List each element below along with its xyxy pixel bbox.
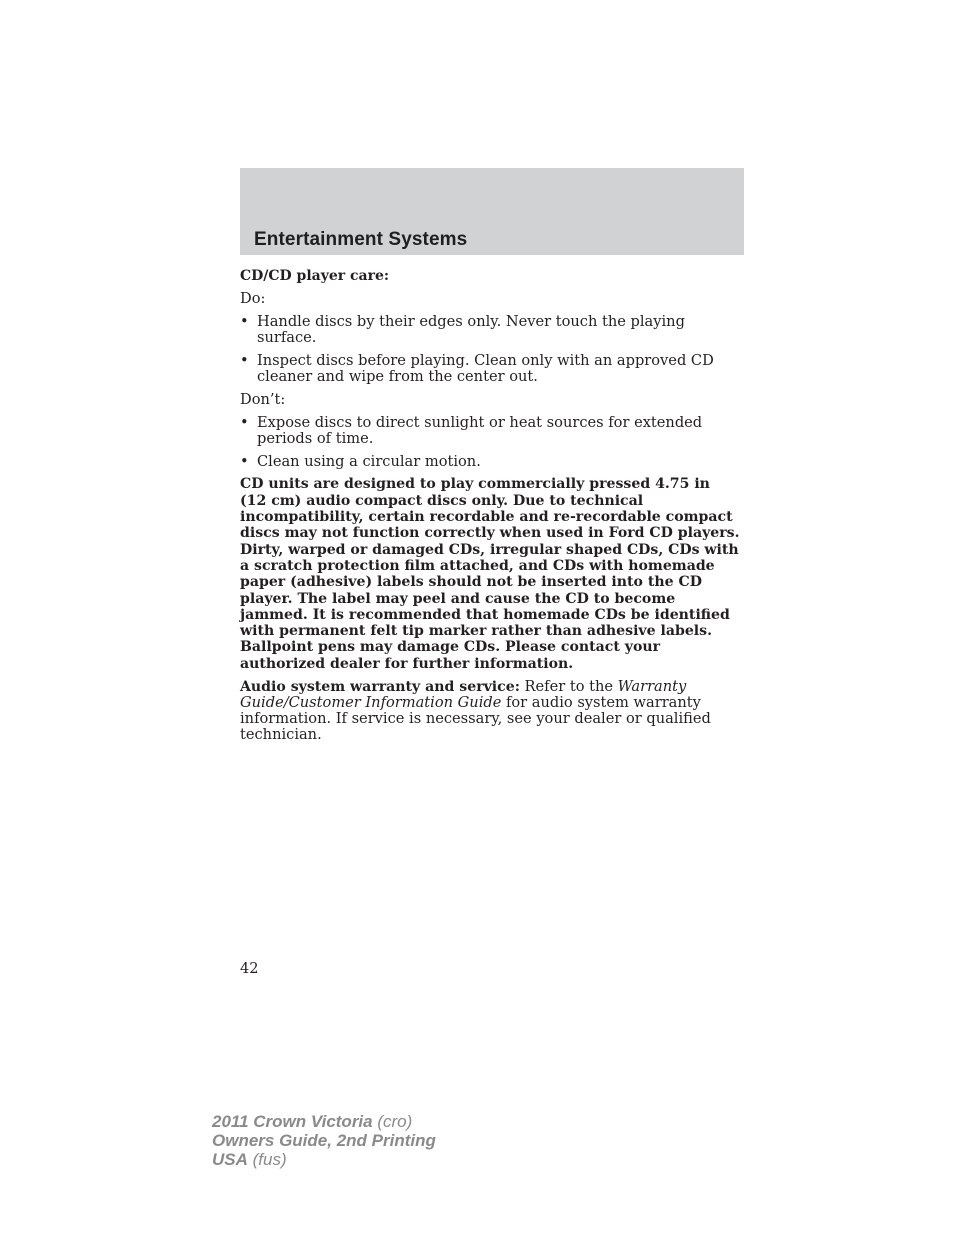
page-number: 42	[240, 960, 259, 977]
warranty-text-before: Refer to the	[519, 677, 618, 695]
do-label: Do:	[240, 289, 266, 307]
do-list	[240, 314, 740, 386]
cd-compatibility-warning: CD units are designed to play commercially pressed 4.75 in (12 cm) audio compact discs only. Due to technical incompatibility, certain recordable and re-recordable compact discs may not function correctly when used in Ford CD players. Dirty, warped or damaged CDs, irregular shaped CDs, CDs with a scratch protection film attached, and CDs with homemade paper (adhesive) labels should not be inserted into the CD player. The label may peel and cause the CD to become jammed. It is recommended that homemade CDs be identified with permanent felt tip marker rather than adhesive labels. Ballpoint pens may damage CDs. Please contact your authorized dealer for further information.	[240, 476, 740, 672]
list-item	[240, 415, 740, 448]
bullet-icon: •	[240, 452, 249, 470]
warranty-paragraph	[240, 679, 740, 744]
section-title: Entertainment Systems	[254, 229, 468, 250]
bullet-icon: •	[240, 312, 249, 330]
bullet-icon: •	[240, 413, 249, 431]
list-item-text: Inspect discs before playing. Clean only with an approved CD cleaner and wipe from the center out.	[257, 351, 714, 385]
footer-model: 2011 Crown Victoria	[212, 1112, 373, 1131]
subsection-heading: CD/CD player care:	[240, 268, 390, 284]
footer-line-3	[212, 1150, 436, 1169]
list-item	[240, 454, 740, 470]
footer-line-2	[212, 1131, 436, 1150]
footer-guide: Owners Guide, 2nd Printing	[212, 1131, 436, 1150]
warranty-text-after: for audio system warranty information. If service is necessary, see your dealer or qualified technician.	[240, 693, 711, 744]
warranty-guide-title: Warranty Guide/Customer Information Guide	[240, 677, 687, 711]
list-item	[240, 314, 740, 347]
list-item-text: Clean using a circular motion.	[257, 452, 481, 470]
footer-market: USA	[212, 1150, 248, 1169]
list-item-text: Expose discs to direct sunlight or heat sources for extended periods of time.	[257, 413, 703, 447]
section-header-band	[240, 168, 744, 255]
footer-line-1	[212, 1112, 436, 1131]
footer-market-code: (fus)	[247, 1150, 287, 1169]
bullet-icon: •	[240, 351, 249, 369]
page-content	[240, 268, 740, 750]
dont-label: Don’t:	[240, 390, 286, 408]
dont-list	[240, 415, 740, 470]
warranty-lead: Audio system warranty and service:	[240, 678, 520, 695]
footer-model-code: (cro)	[372, 1112, 413, 1131]
list-item	[240, 353, 740, 386]
list-item-text: Handle discs by their edges only. Never touch the playing surface.	[257, 312, 685, 346]
document-footer	[212, 1112, 436, 1169]
